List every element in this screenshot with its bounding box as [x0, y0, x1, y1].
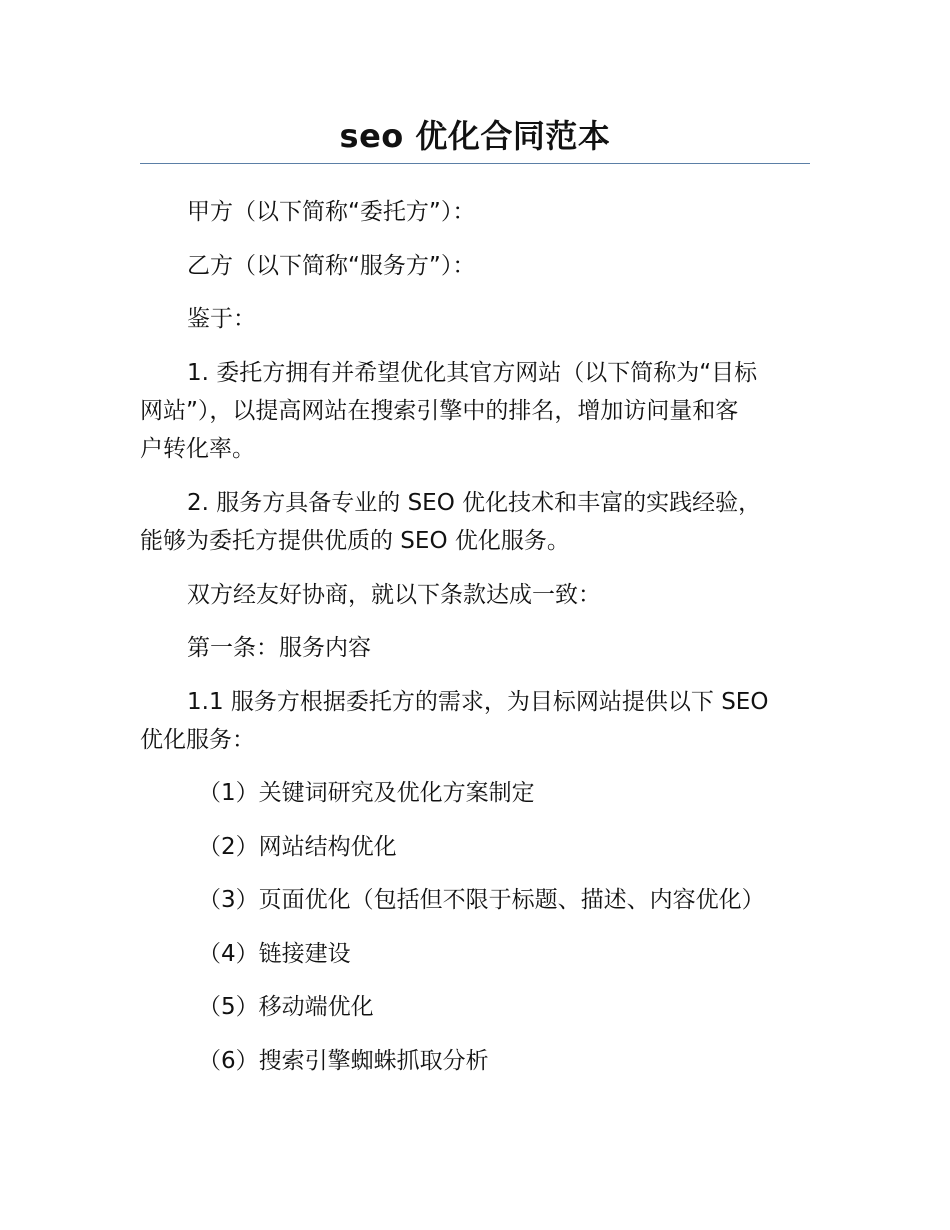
- whereas-heading: [140, 300, 810, 338]
- party-b-line: [140, 247, 810, 285]
- paragraph-line: 鉴于：: [187, 306, 256, 332]
- article-1-heading: [140, 629, 810, 667]
- clause-1-1: [140, 683, 810, 759]
- title-divider: [140, 163, 810, 164]
- paragraph-line: 甲方（以下简称“委托方”）：: [187, 199, 476, 225]
- paragraph-line: 第一条：服务内容: [187, 635, 371, 661]
- party-a-line: [140, 193, 810, 231]
- recital-1: [140, 354, 810, 468]
- paragraph-line: 网站”），以提高网站在搜索引擎中的排名，增加访问量和客: [140, 398, 739, 424]
- list-item: （6）搜索引擎蜘蛛抓取分析: [198, 1048, 489, 1074]
- list-item: （1）关键词研究及优化方案制定: [198, 780, 535, 806]
- paragraph-line: 1. 委托方拥有并希望优化其官方网站（以下简称为“目标: [187, 360, 758, 386]
- paragraph-line: 2. 服务方具备专业的 SEO 优化技术和丰富的实践经验，: [187, 490, 762, 516]
- paragraph-line: 1.1 服务方根据委托方的需求，为目标网站提供以下 SEO: [187, 689, 769, 715]
- paragraph-line: 双方经友好协商，就以下条款达成一致：: [187, 582, 601, 608]
- paragraph-line: 乙方（以下简称“服务方”）：: [187, 253, 476, 279]
- paragraph-line: 优化服务：: [140, 727, 255, 753]
- paragraph-line: 能够为委托方提供优质的 SEO 优化服务。: [140, 528, 570, 554]
- list-item: （4）链接建设: [198, 941, 351, 967]
- document-title: seo 优化合同范本: [339, 117, 611, 155]
- paragraph-line: 户转化率。: [140, 436, 255, 462]
- agreement-intro: [140, 576, 810, 614]
- list-item: （2）网站结构优化: [198, 834, 397, 860]
- recital-2: [140, 484, 810, 560]
- list-item: （3）页面优化（包括但不限于标题、描述、内容优化）: [198, 887, 765, 913]
- document-page: [140, 0, 810, 1230]
- list-item: （5）移动端优化: [198, 994, 374, 1020]
